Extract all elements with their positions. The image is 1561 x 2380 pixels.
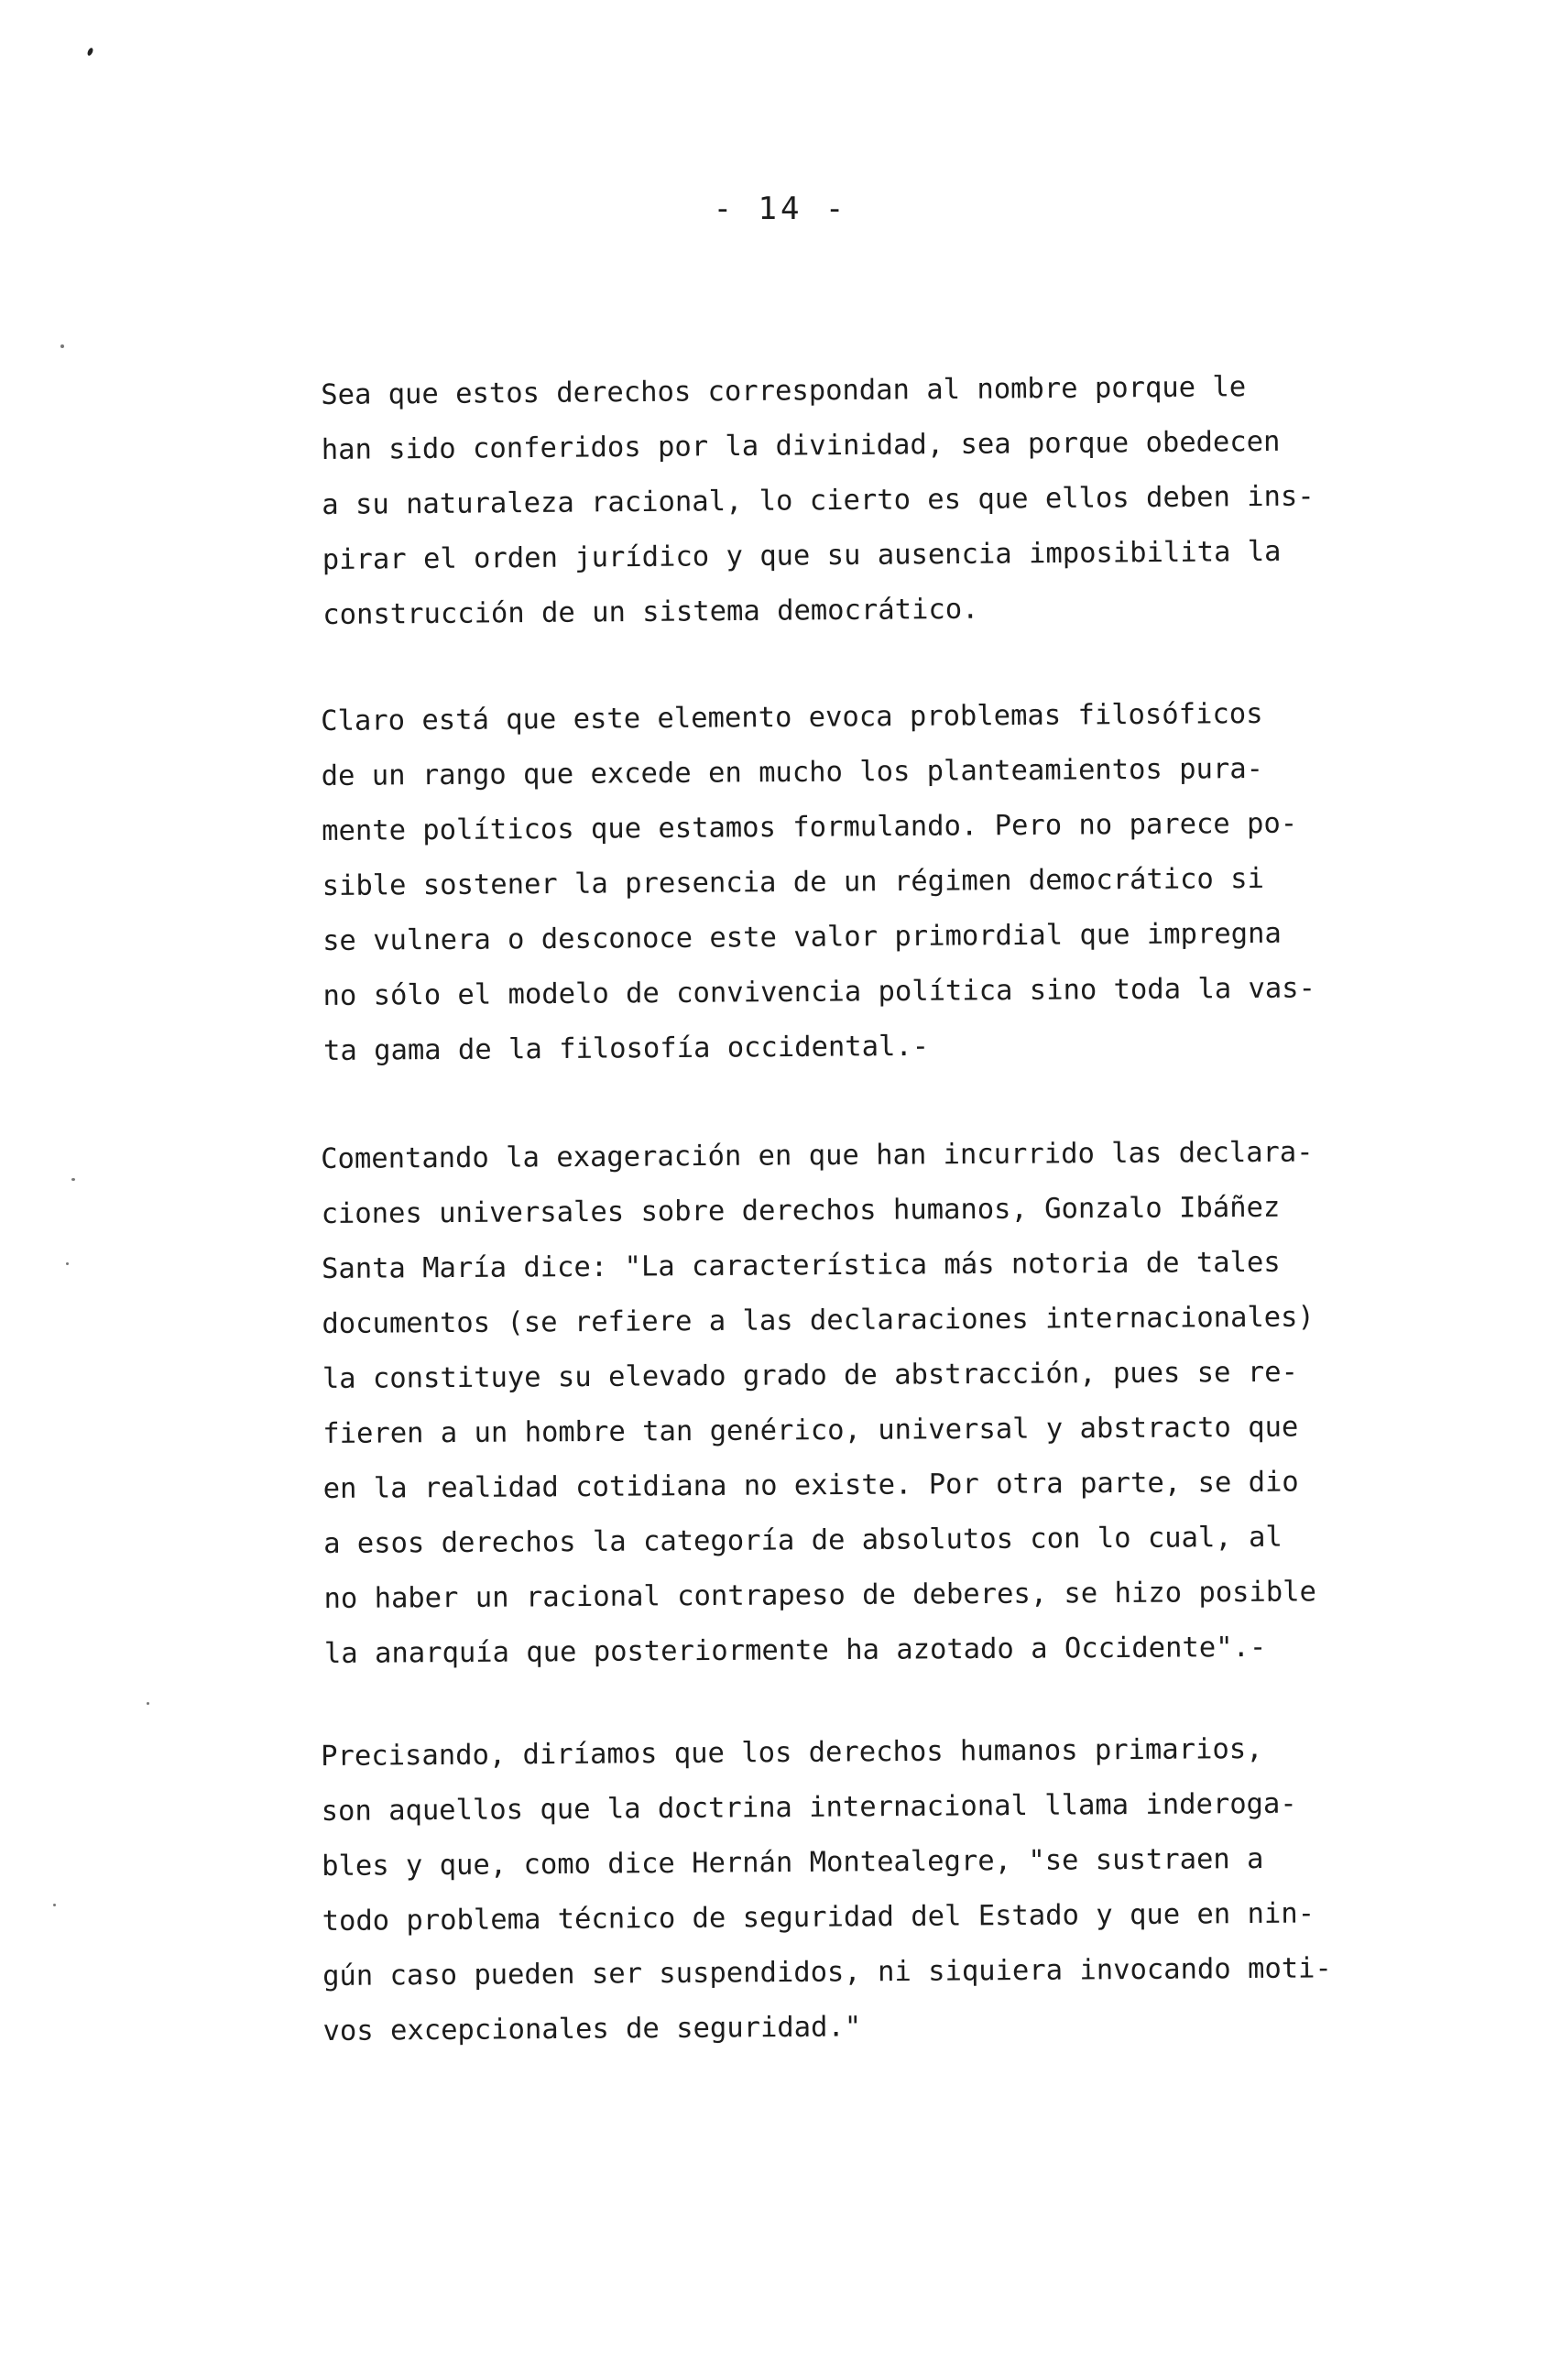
scan-speck <box>53 1904 56 1906</box>
text-line: Precisando, diríamos que los derechos humanos primarios, <box>321 1732 1263 1773</box>
text-line: no haber un racional contrapeso de deberes, se hizo posible <box>323 1576 1317 1615</box>
text-line: bles y que, como dice Hernán Montealegre, "se sustraen a <box>322 1842 1264 1883</box>
text-line: Santa María dice: "La característica más notoria de tales <box>321 1246 1281 1285</box>
text-line: ta gama de la filosofía occidental.- <box>322 1030 930 1067</box>
text-line: a su naturaleza racional, lo cierto es que ellos deben ins- <box>322 480 1315 521</box>
text-line: la anarquía que posteriormente ha azotado a Occidente".- <box>323 1631 1267 1670</box>
text-line: sible sostener la presencia de un régimen democrático si <box>322 862 1265 902</box>
paragraph-4 <box>321 1720 1459 2059</box>
text-line: pirar el orden jurídico y que su ausencia imposibilita la <box>322 535 1282 576</box>
text-line: se vulnera o desconoce este valor primordial que impregna <box>322 917 1282 957</box>
text-line: construcción de un sistema democrático. <box>322 593 979 631</box>
text-line: mente políticos que estamos formulando. Pero no parece po- <box>322 807 1298 847</box>
text-line: documentos (se refiere a las declaraciones internacionales) <box>322 1301 1315 1340</box>
text-line: han sido conferidos por la divinidad, sea porque obedecen <box>321 425 1281 466</box>
text-line: son aquellos que la doctrina internacional llama inderoga- <box>321 1787 1297 1828</box>
scan-speck <box>60 344 64 348</box>
text-line: fieren a un hombre tan genérico, universal y abstracto que <box>322 1411 1299 1450</box>
text-line: Sea que estos derechos correspondan al nombre porque le <box>321 371 1247 411</box>
text-line: Claro está que este elemento evoca problemas filosóficos <box>321 697 1263 737</box>
text-line: Comentando la exageración en que han incurrido las declara- <box>321 1136 1314 1175</box>
scan-speck <box>86 47 93 56</box>
text-line: a esos derechos la categoría de absolutos con lo cual, al <box>323 1521 1283 1560</box>
page-number: - 14 - <box>713 191 848 227</box>
text-line: vos excepcionales de seguridad." <box>322 2011 862 2047</box>
paragraph-1 <box>321 358 1459 643</box>
text-line: no sólo el modelo de convivencia política sino toda la vas- <box>322 972 1316 1012</box>
paragraph-2 <box>321 685 1459 1079</box>
scan-speck <box>71 1178 75 1181</box>
text-line: gún caso pueden ser suspendidos, ni siquiera invocando moti- <box>322 1952 1332 1992</box>
scan-speck <box>66 1262 69 1265</box>
text-line: de un rango que excede en mucho los planteamientos pura- <box>321 752 1264 792</box>
scan-speck <box>147 1702 149 1705</box>
text-line: la constituye su elevado grado de abstracción, pues se re- <box>322 1356 1299 1395</box>
text-line: en la realidad cotidiana no existe. Por otra parte, se dio <box>322 1466 1299 1505</box>
text-line: todo problema técnico de seguridad del Estado y que en nin- <box>322 1897 1315 1938</box>
text-line: ciones universales sobre derechos humanos, Gonzalo Ibáñez <box>321 1191 1281 1230</box>
paragraph-3 <box>321 1124 1460 1682</box>
